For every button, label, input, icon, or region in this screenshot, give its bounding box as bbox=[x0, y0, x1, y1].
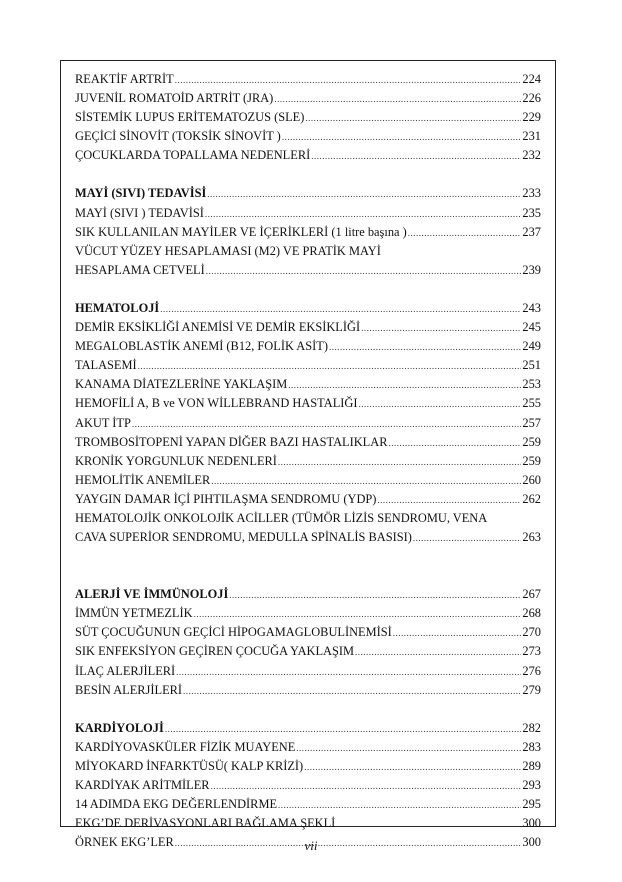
toc-entry-page: 276 bbox=[522, 663, 541, 678]
toc-entry[interactable] bbox=[75, 471, 541, 490]
dot-leader bbox=[175, 71, 522, 89]
toc-entry[interactable] bbox=[75, 604, 541, 623]
dot-leader bbox=[288, 376, 521, 394]
toc-entry-page: 279 bbox=[522, 682, 541, 697]
toc-entry[interactable] bbox=[75, 375, 541, 394]
dot-leader bbox=[205, 205, 522, 223]
toc-entry-title: İMMÜN YETMEZLİK bbox=[75, 606, 193, 621]
toc-entry[interactable] bbox=[75, 738, 541, 757]
toc-entry[interactable] bbox=[75, 623, 541, 642]
toc-entry[interactable] bbox=[75, 70, 541, 89]
toc-entry[interactable] bbox=[75, 452, 541, 471]
toc-entry-title: TROMBOSİTOPENİ YAPAN DİĞER BAZI HASTALIKLAR bbox=[75, 434, 388, 449]
dot-leader bbox=[408, 224, 522, 242]
toc-entry-page: 226 bbox=[522, 91, 541, 106]
toc-entry-title: KARDİYAK ARİTMİLER bbox=[75, 778, 210, 792]
dot-leader bbox=[377, 491, 521, 509]
toc-entry[interactable] bbox=[75, 204, 541, 223]
dot-leader bbox=[304, 758, 521, 776]
dot-leader bbox=[358, 395, 521, 413]
section-gap bbox=[75, 165, 541, 184]
toc-entry-page: 295 bbox=[522, 797, 541, 812]
toc-entry[interactable] bbox=[75, 318, 541, 337]
dot-leader bbox=[207, 185, 521, 203]
dot-leader bbox=[176, 663, 521, 681]
dot-leader bbox=[160, 300, 521, 318]
toc-entry-page: 282 bbox=[522, 720, 541, 735]
page-number: vii bbox=[304, 838, 318, 853]
dot-leader bbox=[361, 319, 521, 337]
toc-entry-page: 253 bbox=[522, 377, 541, 392]
section-gap bbox=[75, 280, 541, 299]
dot-leader bbox=[305, 109, 521, 127]
toc-entry[interactable] bbox=[75, 356, 541, 375]
section-gap bbox=[75, 700, 541, 719]
toc-entry[interactable] bbox=[75, 681, 541, 700]
dot-leader bbox=[211, 777, 522, 795]
toc-entry-title: DEMİR EKSİKLİĞİ ANEMİSİ VE DEMİR EKSİKLİĞİ bbox=[75, 320, 361, 335]
toc-entry-page: 262 bbox=[522, 491, 541, 506]
toc-entry[interactable] bbox=[75, 394, 541, 413]
toc-entry-title: İLAÇ ALERJİLERİ bbox=[75, 663, 176, 678]
toc-entry-title: HESAPLAMA CETVELİ bbox=[75, 262, 205, 277]
toc-entry-title: HEMOFİLİ A, B ve VON WİLLEBRAND HASTALIĞI bbox=[75, 396, 358, 411]
toc-entry-page: 293 bbox=[522, 778, 541, 792]
table-of-contents bbox=[75, 70, 541, 852]
toc-entry-page: 232 bbox=[522, 148, 541, 163]
toc-entry[interactable] bbox=[75, 433, 541, 452]
toc-entry[interactable] bbox=[75, 108, 541, 127]
toc-entry[interactable] bbox=[75, 223, 541, 242]
toc-entry-title: ALERJİ VE İMMÜNOLOJİ bbox=[75, 587, 229, 602]
toc-entry[interactable] bbox=[75, 795, 541, 814]
dot-leader bbox=[296, 739, 521, 757]
toc-entry-title: ÖRNEK EKG’LER bbox=[75, 835, 174, 850]
dot-leader bbox=[274, 90, 521, 108]
toc-entry-title: EKG’DE DERİVASYONLARI BAĞLAMA ŞEKLİ bbox=[75, 816, 336, 831]
toc-entry[interactable] bbox=[75, 146, 541, 165]
toc-entry[interactable] bbox=[75, 776, 541, 795]
toc-entry-page: 267 bbox=[522, 587, 541, 602]
toc-entry-title: BESİN ALERJİLERİ bbox=[75, 682, 183, 697]
toc-entry-page: 268 bbox=[522, 606, 541, 621]
toc-entry-title: VÜCUT YÜZEY HESAPLAMASI (M2) VE PRATİK MAYİ bbox=[75, 243, 381, 258]
toc-entry-page: 259 bbox=[522, 434, 541, 449]
toc-entry-page: 251 bbox=[522, 358, 541, 373]
toc-entry[interactable] bbox=[75, 127, 541, 146]
toc-entry-page: 249 bbox=[522, 339, 541, 354]
toc-entry-title: MEGALOBLASTİK ANEMİ (B12, FOLİK ASİT) bbox=[75, 339, 328, 354]
toc-entry[interactable] bbox=[75, 337, 541, 356]
toc-entry-page: 283 bbox=[522, 739, 541, 754]
dot-leader bbox=[355, 643, 521, 661]
dot-leader bbox=[336, 815, 521, 833]
dot-leader bbox=[211, 472, 521, 490]
dot-leader bbox=[194, 605, 522, 623]
toc-entry-page: 235 bbox=[522, 205, 541, 220]
dot-leader bbox=[132, 415, 522, 433]
toc-entry[interactable] bbox=[75, 528, 541, 547]
toc-entry-title: HEMATOLOJİK ONKOLOJİK ACİLLER (TÜMÖR LİZİS SENDROMU, VENA bbox=[75, 510, 488, 525]
toc-entry[interactable] bbox=[75, 662, 541, 681]
toc-entry[interactable] bbox=[75, 642, 541, 661]
toc-entry-page: 245 bbox=[522, 320, 541, 335]
dot-leader bbox=[282, 128, 522, 146]
dot-leader bbox=[206, 262, 522, 280]
toc-section-heading[interactable] bbox=[75, 719, 541, 738]
toc-entry-title: SİSTEMİK LUPUS ERİTEMATOZUS (SLE) bbox=[75, 110, 305, 125]
section-gap bbox=[75, 547, 541, 585]
toc-entry-page: 233 bbox=[522, 186, 541, 201]
toc-entry-title: ÇOCUKLARDA TOPALLAMA NEDENLERİ bbox=[75, 148, 311, 163]
toc-entry-title: KRONİK YORGUNLUK NEDENLERİ bbox=[75, 453, 277, 468]
dot-leader bbox=[278, 453, 522, 471]
dot-leader bbox=[388, 434, 521, 452]
dot-leader bbox=[393, 624, 522, 642]
toc-entry[interactable] bbox=[75, 757, 541, 776]
toc-section-heading[interactable] bbox=[75, 184, 541, 203]
toc-entry-title: YAYGIN DAMAR İÇİ PIHTILAŞMA SENDROMU (YDP) bbox=[75, 491, 377, 506]
dot-leader bbox=[165, 720, 522, 738]
toc-entry-page: 243 bbox=[522, 300, 541, 315]
toc-entry-page: 224 bbox=[522, 72, 541, 86]
toc-entry-title: CAVA SUPERİOR SENDROMU, MEDULLA SPİNALİS BASISI) bbox=[75, 530, 412, 545]
toc-entry[interactable] bbox=[75, 490, 541, 509]
toc-entry-title: MAYİ (SIVI) TEDAVİSİ bbox=[75, 186, 207, 201]
toc-entry-page: 270 bbox=[522, 625, 541, 640]
toc-entry-page: 231 bbox=[522, 129, 541, 144]
toc-entry-page: 259 bbox=[522, 453, 541, 468]
toc-entry-title: MAYİ (SIVI ) TEDAVİSİ bbox=[75, 205, 204, 220]
toc-entry[interactable] bbox=[75, 814, 541, 833]
toc-entry-page: 273 bbox=[522, 644, 541, 659]
toc-entry[interactable] bbox=[75, 89, 541, 108]
toc-entry-page: 257 bbox=[522, 415, 541, 430]
toc-entry-page: 300 bbox=[522, 816, 541, 831]
toc-entry-title: 14 ADIMDA EKG DEĞERLENDİRME bbox=[75, 797, 278, 812]
toc-entry-title: HEMATOLOJİ bbox=[75, 300, 160, 315]
toc-entry-title: REAKTİF ARTRİT bbox=[75, 72, 174, 86]
dot-leader bbox=[278, 796, 521, 814]
toc-entry-title: SÜT ÇOCUĞUNUN GEÇİCİ HİPOGAMAGLOBULİNEMİSİ bbox=[75, 625, 392, 640]
toc-entry-page: 260 bbox=[522, 472, 541, 487]
toc-entry-title: HEMOLİTİK ANEMİLER bbox=[75, 472, 211, 487]
toc-entry[interactable] bbox=[75, 242, 541, 261]
toc-entry[interactable] bbox=[75, 509, 541, 528]
dot-leader bbox=[229, 586, 521, 604]
toc-section-heading[interactable] bbox=[75, 299, 541, 318]
toc-entry-page: 255 bbox=[522, 396, 541, 411]
toc-entry-page: 237 bbox=[522, 224, 541, 239]
toc-entry[interactable] bbox=[75, 261, 541, 280]
toc-entry-title: TALASEMİ bbox=[75, 358, 137, 373]
dot-leader bbox=[183, 682, 521, 700]
dot-leader bbox=[329, 338, 521, 356]
toc-entry-title: KANAMA DİATEZLERİNE YAKLAŞIM bbox=[75, 377, 288, 392]
dot-leader bbox=[138, 357, 522, 375]
toc-section-heading[interactable] bbox=[75, 585, 541, 604]
toc-entry-page: 239 bbox=[522, 262, 541, 277]
toc-entry-title: AKUT İTP bbox=[75, 415, 131, 430]
toc-entry-page: 229 bbox=[522, 110, 541, 125]
toc-entry-title: JUVENİL ROMATOİD ARTRİT (JRA) bbox=[75, 91, 274, 106]
toc-entry-title: MİYOKARD İNFARKTÜSÜ( KALP KRİZİ) bbox=[75, 758, 304, 773]
toc-entry-page: 263 bbox=[522, 530, 541, 545]
toc-entry-title: SIK KULLANILAN MAYİLER VE İÇERİKLERİ (1 litre başına ) bbox=[75, 224, 407, 239]
dot-leader bbox=[311, 147, 521, 165]
dot-leader bbox=[413, 529, 522, 547]
toc-entry-page: 289 bbox=[522, 758, 541, 773]
toc-entry[interactable] bbox=[75, 414, 541, 433]
toc-entry-title: KARDİYOLOJİ bbox=[75, 720, 164, 735]
toc-entry-title: SIK ENFEKSİYON GEÇİREN ÇOCUĞA YAKLAŞIM bbox=[75, 644, 355, 659]
toc-entry-title: GEÇİCİ SİNOVİT (TOKSİK SİNOVİT ) bbox=[75, 129, 281, 144]
toc-entry-page: 300 bbox=[522, 835, 541, 850]
toc-entry-title: KARDİYOVASKÜLER FİZİK MUAYENE bbox=[75, 739, 296, 754]
